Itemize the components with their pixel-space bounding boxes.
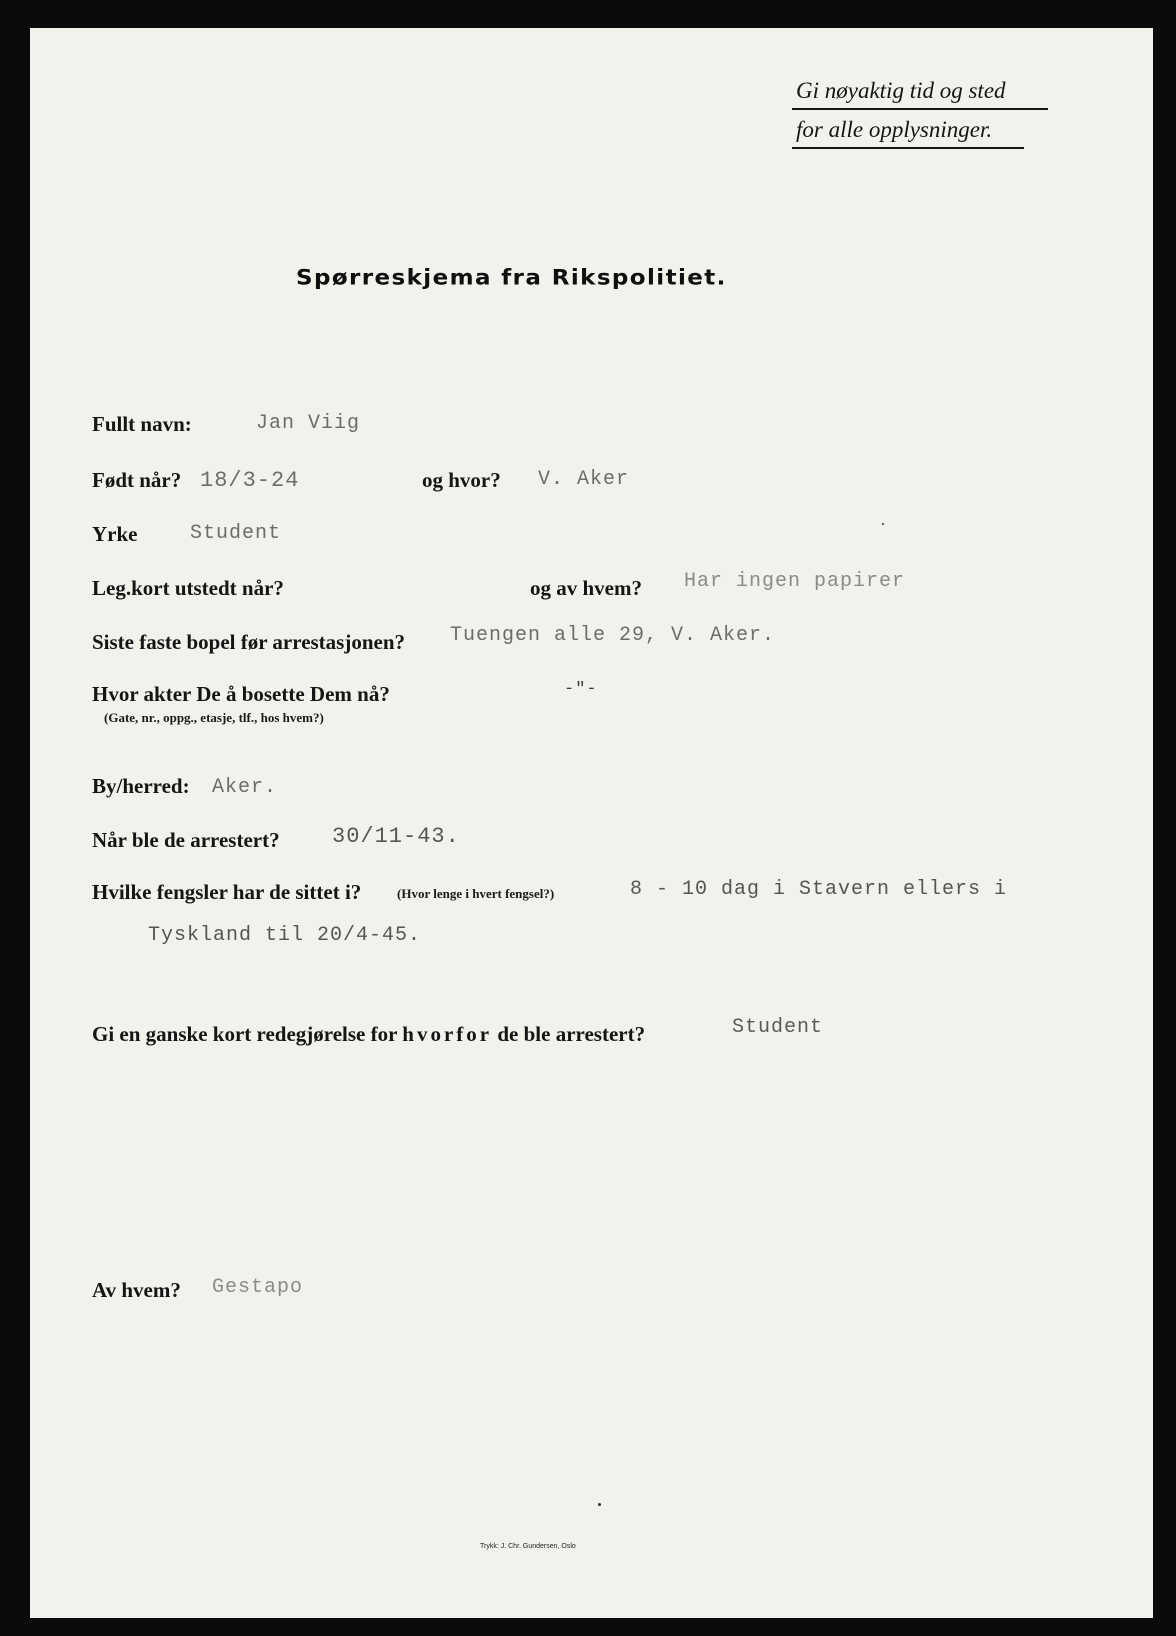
born-where-value: V. Aker <box>538 468 630 491</box>
prisons-hint: (Hvor lenge i hvert fengsel?) <box>397 886 555 901</box>
header-note-line1: Gi nøyaktig tid og sted <box>796 78 1006 103</box>
ink-dot <box>882 523 884 525</box>
municipality-value: Aker. <box>212 776 278 799</box>
arrested-when-value: 30/11-43. <box>332 824 460 849</box>
reason-label-emphasis: hvorfor <box>402 1022 493 1046</box>
new-address-value: -"- <box>564 680 598 699</box>
occupation-label: Yrke <box>92 522 138 546</box>
new-address-hint: (Gate, nr., oppg., etasje, tlf., hos hvem?) <box>104 710 324 725</box>
ink-dot <box>598 1503 601 1506</box>
reason-label-prefix: Gi en ganske kort redegjørelse for <box>92 1022 398 1046</box>
new-address-label: Hvor akter De å bosette Dem nå? <box>92 682 390 706</box>
born-where-label: og hvor? <box>422 468 501 492</box>
born-when-label: Født når? <box>92 468 182 492</box>
reason-label-suffix: de ble arrestert? <box>497 1022 646 1046</box>
header-note-underline2 <box>792 147 1024 149</box>
municipality-label: By/herred: <box>92 774 190 798</box>
born-when-value: 18/3-24 <box>200 468 300 493</box>
last-address-label: Siste faste bopel før arrestasjonen? <box>92 630 406 654</box>
occupation-value: Student <box>190 522 282 545</box>
id-card-by-label: og av hvem? <box>530 576 642 600</box>
reason-value: Student <box>732 1016 824 1039</box>
prisons-value-line1: 8 - 10 dag i Stavern ellers i <box>630 878 1008 901</box>
arrested-when-label: Når ble de arrestert? <box>92 828 280 852</box>
questionnaire-sheet <box>30 28 1153 1618</box>
full-name-label: Fullt navn: <box>92 412 192 436</box>
last-address-value: Tuengen alle 29, V. Aker. <box>450 624 776 647</box>
arrested-by-value: Gestapo <box>212 1276 304 1299</box>
header-note-underline1 <box>792 108 1048 110</box>
prisons-value-line2: Tyskland til 20/4-45. <box>148 924 422 947</box>
full-name-value: Jan Viig <box>256 412 361 435</box>
reason-label <box>92 1022 645 1047</box>
arrested-by-label: Av hvem? <box>92 1278 181 1302</box>
printer-imprint: Trykk: J. Chr. Gundersen, Oslo <box>480 1543 576 1550</box>
prisons-label: Hvilke fengsler har de sittet i? <box>92 880 362 904</box>
form-title: Spørreskjema fra Rikspolitiet. <box>296 266 727 290</box>
id-card-when-label: Leg.kort utstedt når? <box>92 576 284 600</box>
id-card-by-value: Har ingen papirer <box>684 570 906 593</box>
header-note-line2: for alle opplysninger. <box>796 117 993 142</box>
